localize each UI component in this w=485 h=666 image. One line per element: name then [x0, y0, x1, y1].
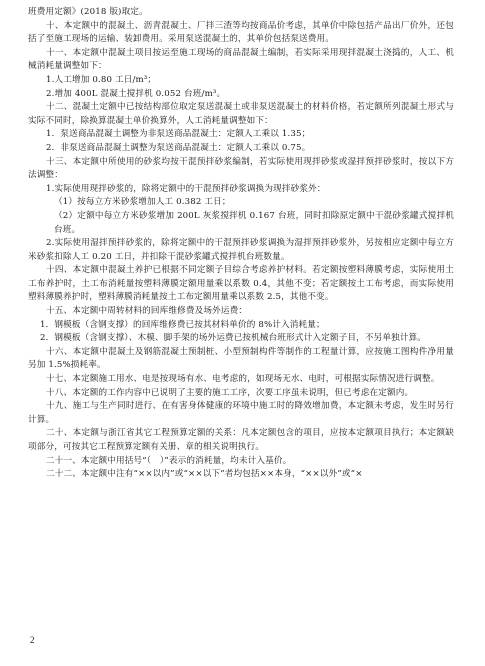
document-body: [28, 6, 454, 482]
clause-11-item-1: 1.人工增加 0.80 工日/m³；: [46, 74, 157, 85]
page-number: 2: [30, 635, 35, 645]
clause-20: 二十、本定额与浙江省其它工程预算定额的关系：凡本定额包含的项目，应按本定额项目执行；本定额缺项部分，可按其它工程预算定额有关册、章的相关说明执行。: [28, 428, 454, 452]
clause-18: 十八、本定额的工作内容中已说明了主要的施工工序，次要工序虽未说明，但已考虑在定额内。: [46, 387, 414, 398]
clause-16: 十六、本定额中混凝土及钢筋混凝土预制桩、小型预制构件等制作的工程量计算，应按施工图构件净用量另加 1.5%损耗率。: [28, 346, 454, 371]
clause-22: 二十二、本定额中注有“××以内”或“××以下”者均包括××本身，“××以外”或“×: [46, 469, 363, 480]
clause-12-item-2: 2．非泵送商品混凝土调整为泵送商品混凝土：定额人工乘以 0.75。: [46, 142, 311, 153]
clause-12: 十二、混凝土定额中已按结构部位取定泵送混凝土或非泵送混凝土的材料价格，若定额所列混凝土形式与实际不同时，除换算混凝土单价换算外，人工消耗量调整如下：: [28, 102, 454, 126]
clause-15-item-1: 1．钢模板（含钢支撑）的回库维修费已按其材料单价的 8%计入消耗量；: [40, 319, 325, 330]
clause-11: 十一、本定额中混凝土项目按运至施工现场的商品混凝土编制，若实际采用现拌混凝土浇捣的，人工、机械消耗量调整如下：: [28, 47, 454, 72]
clause-13-item-2: 2.实际使用湿拌预拌砂浆的，除将定额中的干混预拌砂浆调换为湿拌预拌砂浆外，另按相应定额中每立方米砂浆扣除人工 0.20 工日，并扣除干混砂浆罐式搅拌机台班数量。: [28, 238, 454, 262]
clause-21: 二十一、本定额中用括号“（ ）”表示的消耗量，均未计入基价。: [46, 455, 292, 466]
clause-11-item-2: 2.增加 400L 混凝土搅拌机 0.052 台班/m³。: [46, 88, 226, 99]
clause-12-item-1: 1．泵送商品混凝土调整为非泵送商品混凝土：定额人工乘以 1.35；: [46, 129, 311, 140]
clause-13-item-1-sub-2: （2）定额中每立方米砂浆增加 200L 灰浆搅拌机 0.167 台班，同时扣除原定额中干混砂浆罐式搅拌机台班。: [54, 210, 454, 235]
clause-15-item-2: 2．钢模板（含钢支撑）、木模、脚手架的场外运费已按机械台班形式计入定额子目，不另单独计算。: [40, 333, 427, 344]
clause-10: 十、本定额中的混凝土、沥青混凝土、厂拌三渣等均按商品价考虑，其单价中除包括产品出厂价外，还包括了至施工现场的运输、装卸费用。采用泵送混凝土的，其单价包括泵送费用。: [28, 20, 454, 45]
clause-17: 十七、本定额施工用水、电是按现场有水、电考虑的，如现场无水、电时，可根据实际情况进行调整。: [46, 374, 440, 385]
clause-13-item-1-sub-1: （1）按每立方米砂浆增加人工 0.382 工日；: [54, 197, 231, 208]
clause-13-item-1: 1.实际使用现拌砂浆的，除将定额中的干混预拌砂浆调换为现拌砂浆外：: [46, 183, 326, 194]
clause-15: 十五、本定额中周转材料的回库维修费及场外运费：: [46, 306, 248, 317]
clause-19: 十九、施工与生产同时进行、在有害身体健康的环境中施工时的降效增加费，本定额未考虑，发生时另行计算。: [28, 401, 454, 425]
paragraph-continuation: 班费用定额》(2018 版)取定。: [28, 7, 148, 17]
clause-13: 十三、本定额中所使用的砂浆均按干混预拌砂浆编制，若实际使用现拌砂浆或湿拌预拌砂浆时，按以下方法调整：: [28, 156, 454, 181]
clause-14: 十四、本定额中混凝土养护已根据不同定额子目综合考虑养护材料。若定额按塑料薄膜考虑，实际使用土工布养护时，土工布消耗量按塑料薄膜定额用量乘以系数 0.4，其他不变；若定额按土工布考虑，而实际使用塑料薄膜养护时，塑料薄膜消耗量按土工布定额用量乘以系数 2.5，其他不变。: [28, 265, 454, 303]
